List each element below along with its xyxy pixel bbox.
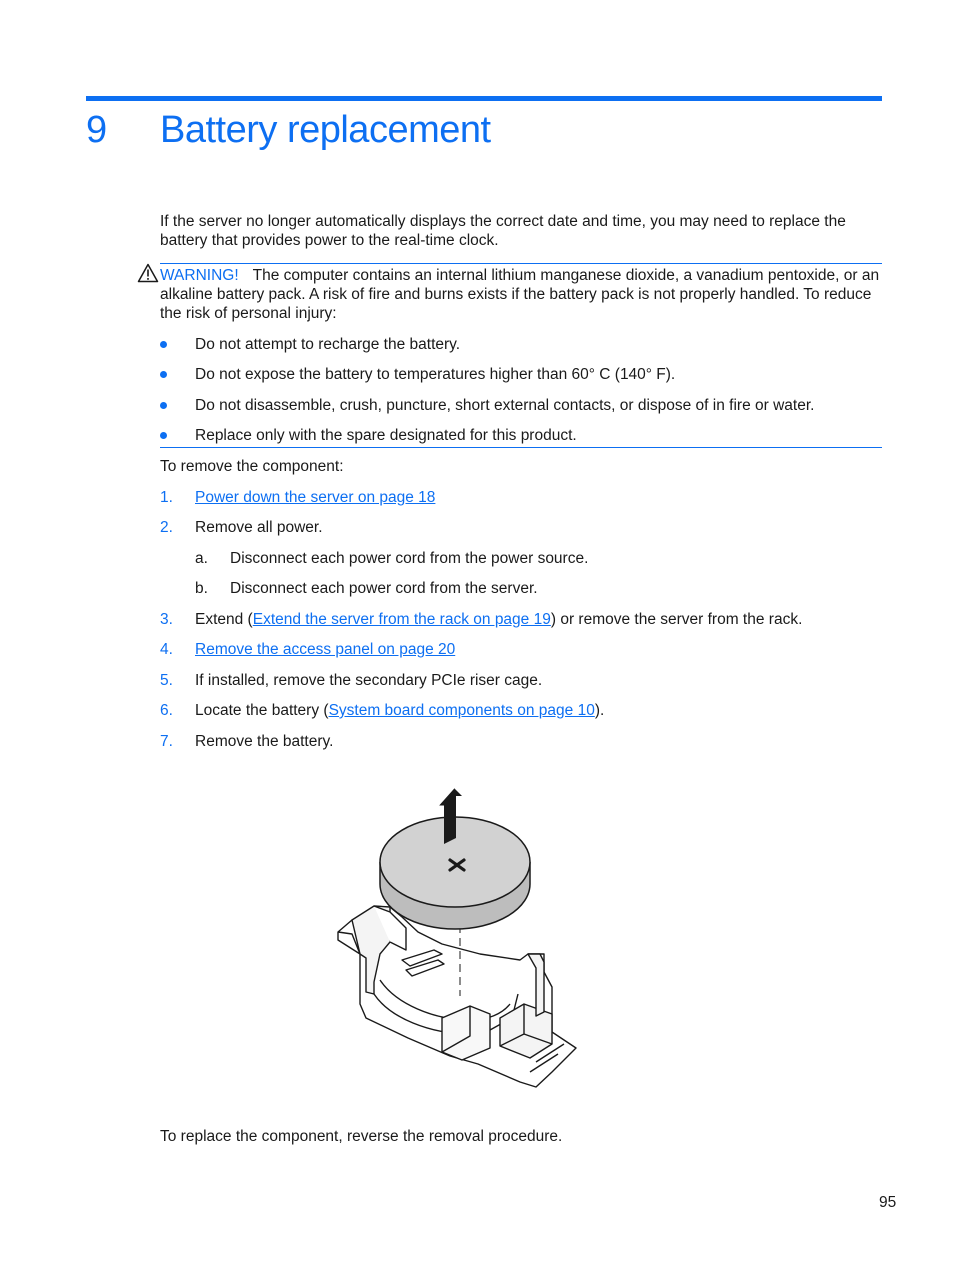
chapter-rule: [86, 96, 882, 101]
intro-paragraph: If the server no longer automatically displays the correct date and time, you may need to replace the battery that provides power to the real-time clock.: [160, 213, 846, 249]
chapter-number: 9: [86, 109, 107, 151]
link-power-down[interactable]: Power down the server on page 18: [195, 489, 436, 506]
remove-intro: To remove the component:: [160, 458, 344, 475]
warning-label: WARNING!: [160, 267, 239, 284]
bullet-icon: [160, 432, 167, 439]
bullet-icon: [160, 371, 167, 378]
link-extend-server[interactable]: Extend the server from the rack on page 19: [252, 611, 551, 628]
chapter-title: Battery replacement: [160, 109, 491, 151]
link-system-board-components[interactable]: System board components on page 10: [328, 702, 595, 719]
replace-note: To replace the component, reverse the removal procedure.: [160, 1128, 563, 1145]
link-remove-access-panel[interactable]: Remove the access panel on page 20: [195, 641, 456, 658]
warning-text: The computer contains an internal lithium manganese dioxide, a vanadium pentoxide, or an alkaline battery pack. A risk of fire and burns exists if the battery pack is not properly handled. To reduce the risk of personal injury:: [160, 267, 880, 322]
warning-box: [160, 263, 882, 448]
warning-paragraph: [160, 266, 882, 323]
warning-triangle-icon: [137, 263, 159, 283]
battery-removal-illustration: [330, 782, 582, 1092]
bullet-icon: [160, 341, 167, 348]
page-number: 95: [879, 1194, 897, 1211]
bullet-icon: [160, 402, 167, 409]
